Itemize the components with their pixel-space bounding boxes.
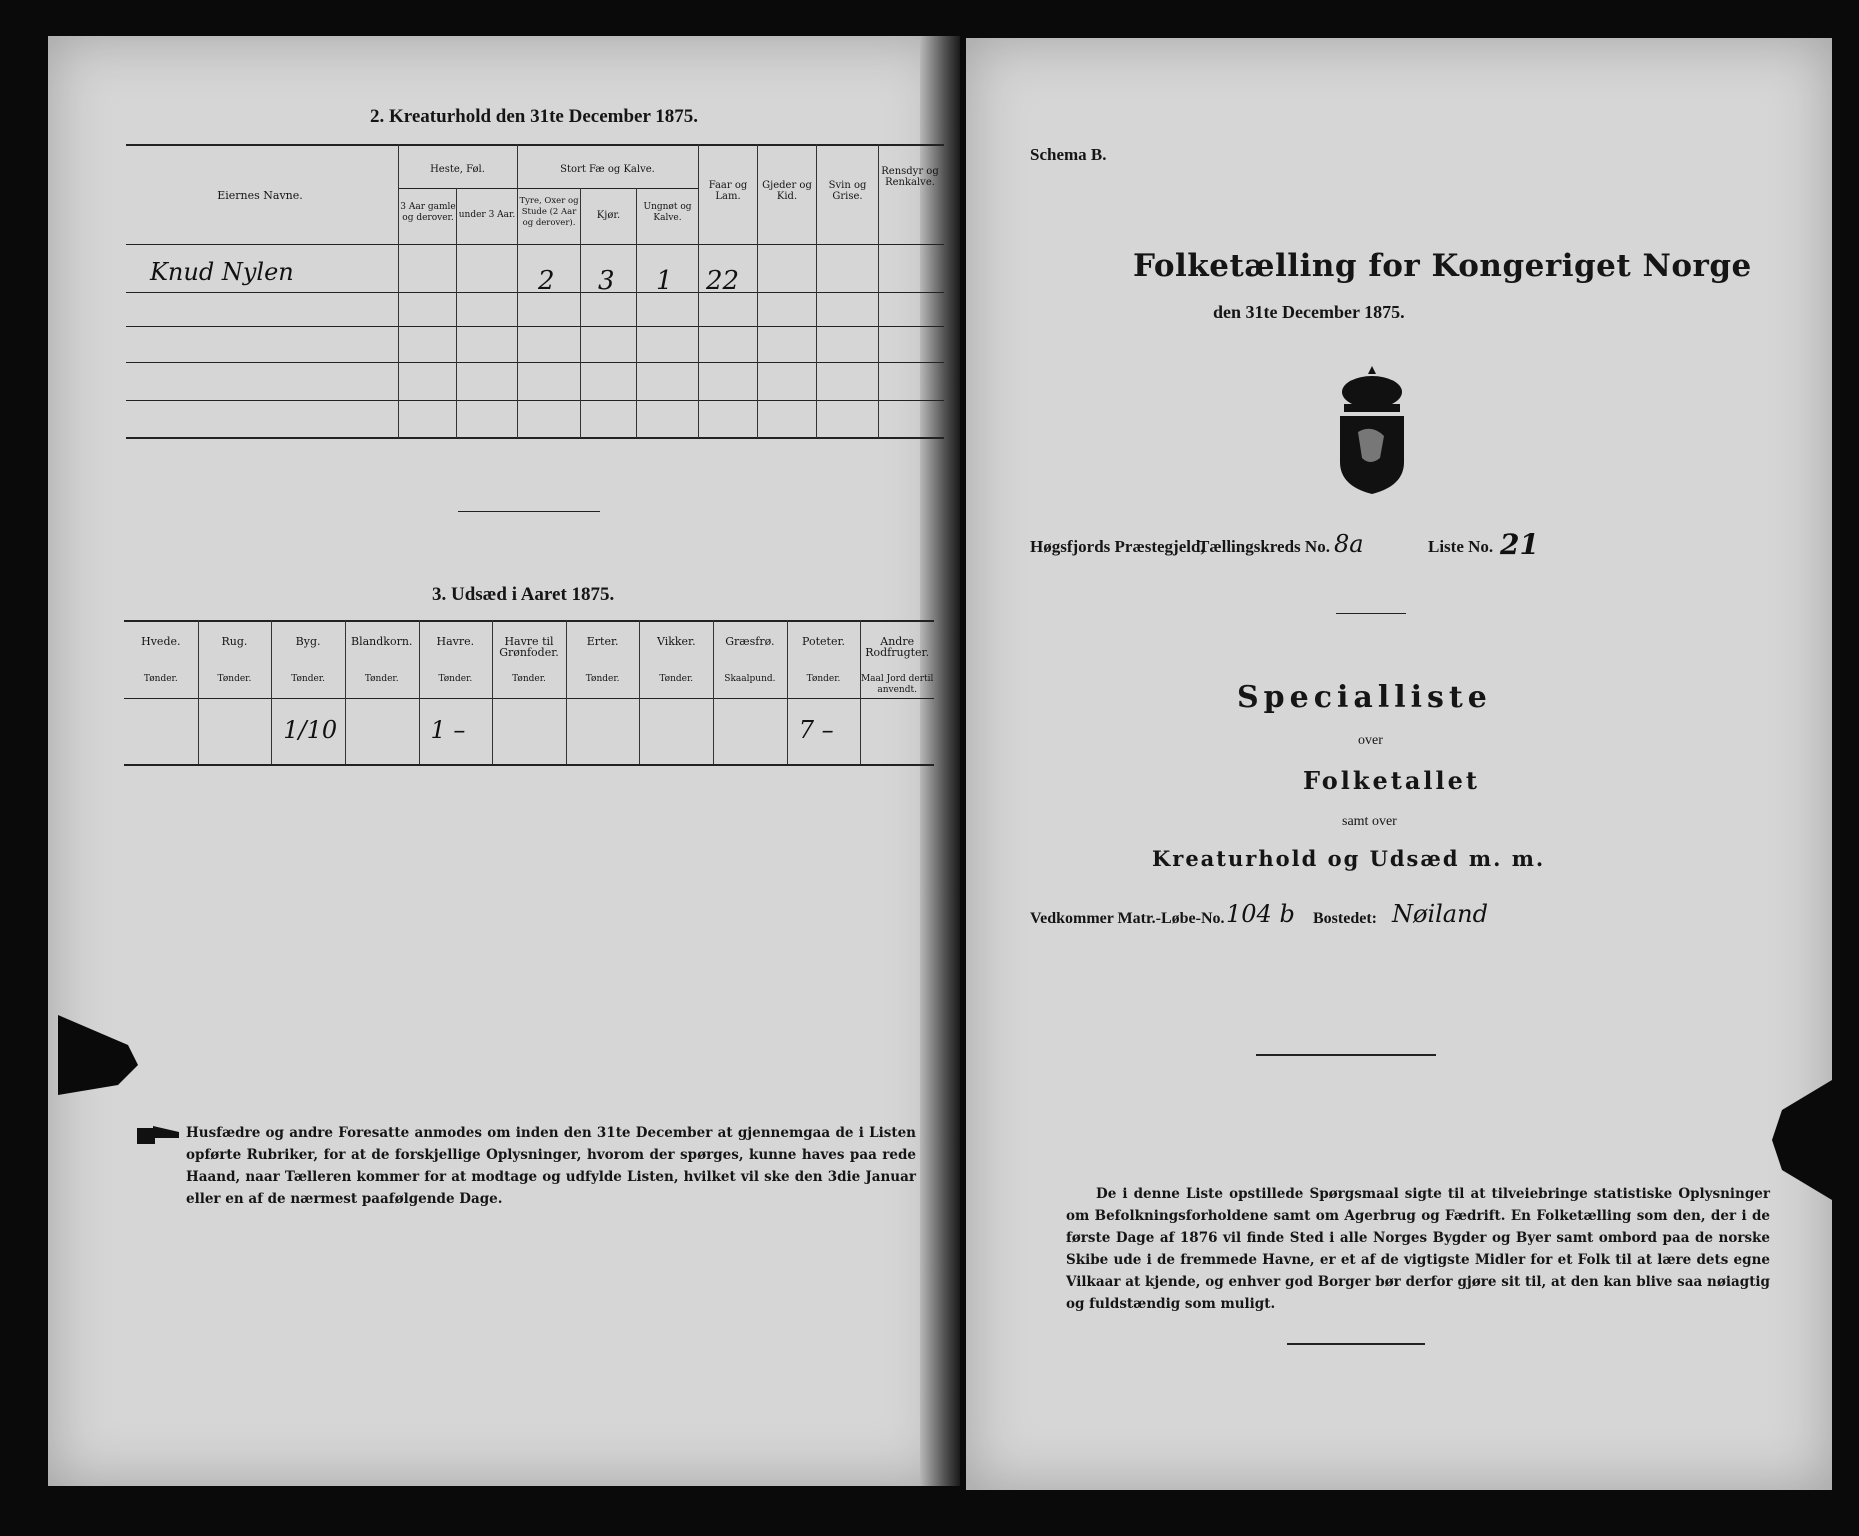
seed-unit-header: Tønder. (659, 674, 694, 684)
matr-label: Vedkommer Matr.-Løbe-No. (1030, 910, 1225, 927)
divider (458, 511, 600, 512)
seed-unit-header: Tønder. (143, 674, 178, 684)
cattle-header: Stort Fæ og Kalve. (560, 164, 655, 175)
pigs-header: Svin og Grise. (828, 180, 867, 202)
bulls-header: Tyre, Oxer og Stude (2 Aar og derover). (519, 196, 579, 228)
parish-label: Høgsfjords Præstegjeld, (1030, 537, 1205, 556)
seed-crop-header: Rug. (221, 635, 248, 648)
calves-header: Ungnøt og Kalve. (643, 202, 692, 223)
owner-name: Knud Nylen (150, 258, 294, 286)
specialliste-heading: Specialliste (1237, 680, 1492, 715)
samt-over-text: samt over (1342, 814, 1397, 829)
livestock-title: 2. Kreaturhold den 31te December 1875. (370, 106, 699, 127)
seed-value: 1 – (430, 716, 466, 744)
folketallet-heading: Folketallet (1303, 766, 1480, 795)
horse-young-header: under 3 Aar. (458, 210, 516, 220)
bostedet-value: Nøiland (1392, 900, 1488, 928)
owner-header: Eiernes Navne. (217, 189, 303, 202)
horse-old-header: 3 Aar gamle og derover. (400, 202, 456, 223)
seed-crop-header: Poteter. (802, 635, 846, 648)
page-tab-right (1752, 1080, 1832, 1200)
horses-header: Heste, Føl. (430, 164, 485, 175)
bulls-value: 2 (538, 266, 555, 296)
reindeer-header: Rensdyr og Renkalve. (881, 166, 939, 188)
seed-value: 7 – (798, 716, 834, 744)
seed-crop-header: Græsfrø. (725, 635, 775, 648)
over-text: over (1358, 733, 1383, 748)
goats-header: Gjeder og Kid. (762, 180, 812, 202)
pointing-hand-icon (135, 1124, 181, 1146)
seed-unit-header: Tønder. (585, 674, 620, 684)
bostedet-label: Bostedet: (1313, 910, 1377, 927)
seed-unit-header: Tønder. (364, 674, 399, 684)
seed-unit-header: Tønder. (217, 674, 252, 684)
cows-value: 3 (598, 266, 615, 296)
seed-crop-header: Andre Rodfrugter. (865, 635, 930, 659)
sheep-header: Faar og Lam. (708, 180, 748, 202)
seed-crop-header: Havre til Grønfoder. (499, 635, 559, 659)
notice-text: Husfædre og andre Foresatte anmodes om inden den 31te December at gjennemgaa de i Listen opførte Rubriker, for at de forskjellige Oplysninger, hvorom der spørges, kunne haves paa rede Haand, naar Tælleren kommer for at modtage og udfylde Listen, hvilket vil ske den 3die Januar eller en af de nærmest paafølgende Dage. (186, 1125, 916, 1207)
list-value: 21 (1500, 528, 1539, 561)
seed-title: 3. Udsæd i Aaret 1875. (432, 584, 615, 605)
matr-value: 104 b (1226, 900, 1295, 928)
district-value: 8a (1334, 530, 1364, 558)
seed-crop-header: Blandkorn. (351, 635, 413, 648)
district-label: Tællingskreds No. (1198, 537, 1330, 556)
seed-unit-header: Tønder. (512, 674, 546, 684)
main-title: Folketælling for Kongeriget Norge (1133, 248, 1752, 284)
date-line: den 31te December 1875. (1213, 302, 1405, 322)
seed-crop-header: Vikker. (656, 635, 696, 648)
seed-crop-header: Hvede. (141, 635, 181, 648)
list-label: Liste No. (1428, 537, 1494, 556)
divider-right-3 (1287, 1343, 1425, 1345)
divider-right-2 (1256, 1054, 1436, 1056)
seed-value: 1/10 (283, 716, 338, 744)
page-tab-left (58, 1015, 138, 1095)
cows-header: Kjør. (596, 210, 621, 221)
page-fold (920, 36, 960, 1486)
seed-unit-header: Tønder. (291, 674, 325, 684)
schema-label: Schema B. (1030, 145, 1107, 164)
seed-unit-header: Maal Jord dertil anvendt. (860, 674, 934, 695)
seed-crop-header: Havre. (436, 635, 475, 648)
sheep-value: 22 (706, 266, 740, 296)
left-page (48, 36, 948, 1486)
seed-unit-header: Skaalpund. (724, 674, 776, 684)
kreaturhold-heading: Kreaturhold og Udsæd m. m. (1152, 846, 1546, 871)
divider-right (1336, 613, 1406, 614)
seed-unit-header: Tønder. (806, 674, 841, 684)
calves-value: 1 (656, 266, 673, 296)
seed-unit-header: Tønder. (438, 674, 473, 684)
seed-crop-header: Byg. (295, 635, 321, 648)
coat-of-arms-icon (1332, 362, 1412, 496)
paragraph-text: De i denne Liste opstillede Spørgsmaal sigte til at tilveiebringe statistiske Oplysninger om Befolkningsforholdene samt om Agerbrug og Fædrift. En Folketælling som den, der i de første Dage af 1876 vil finde Sted i alle Norges Bygder og Byer samt ombord paa de norske Skibe ude i de fremmede Havne, er et af de vigtigste Midler for et Folk til at lære dets egne Vilkaar at kjende, og enhver god Borger bør derfor gjøre sit til, at den kan blive saa nøiagtig og fuldstændig som muligt. (1066, 1186, 1770, 1312)
seed-crop-header: Erter. (586, 635, 619, 648)
